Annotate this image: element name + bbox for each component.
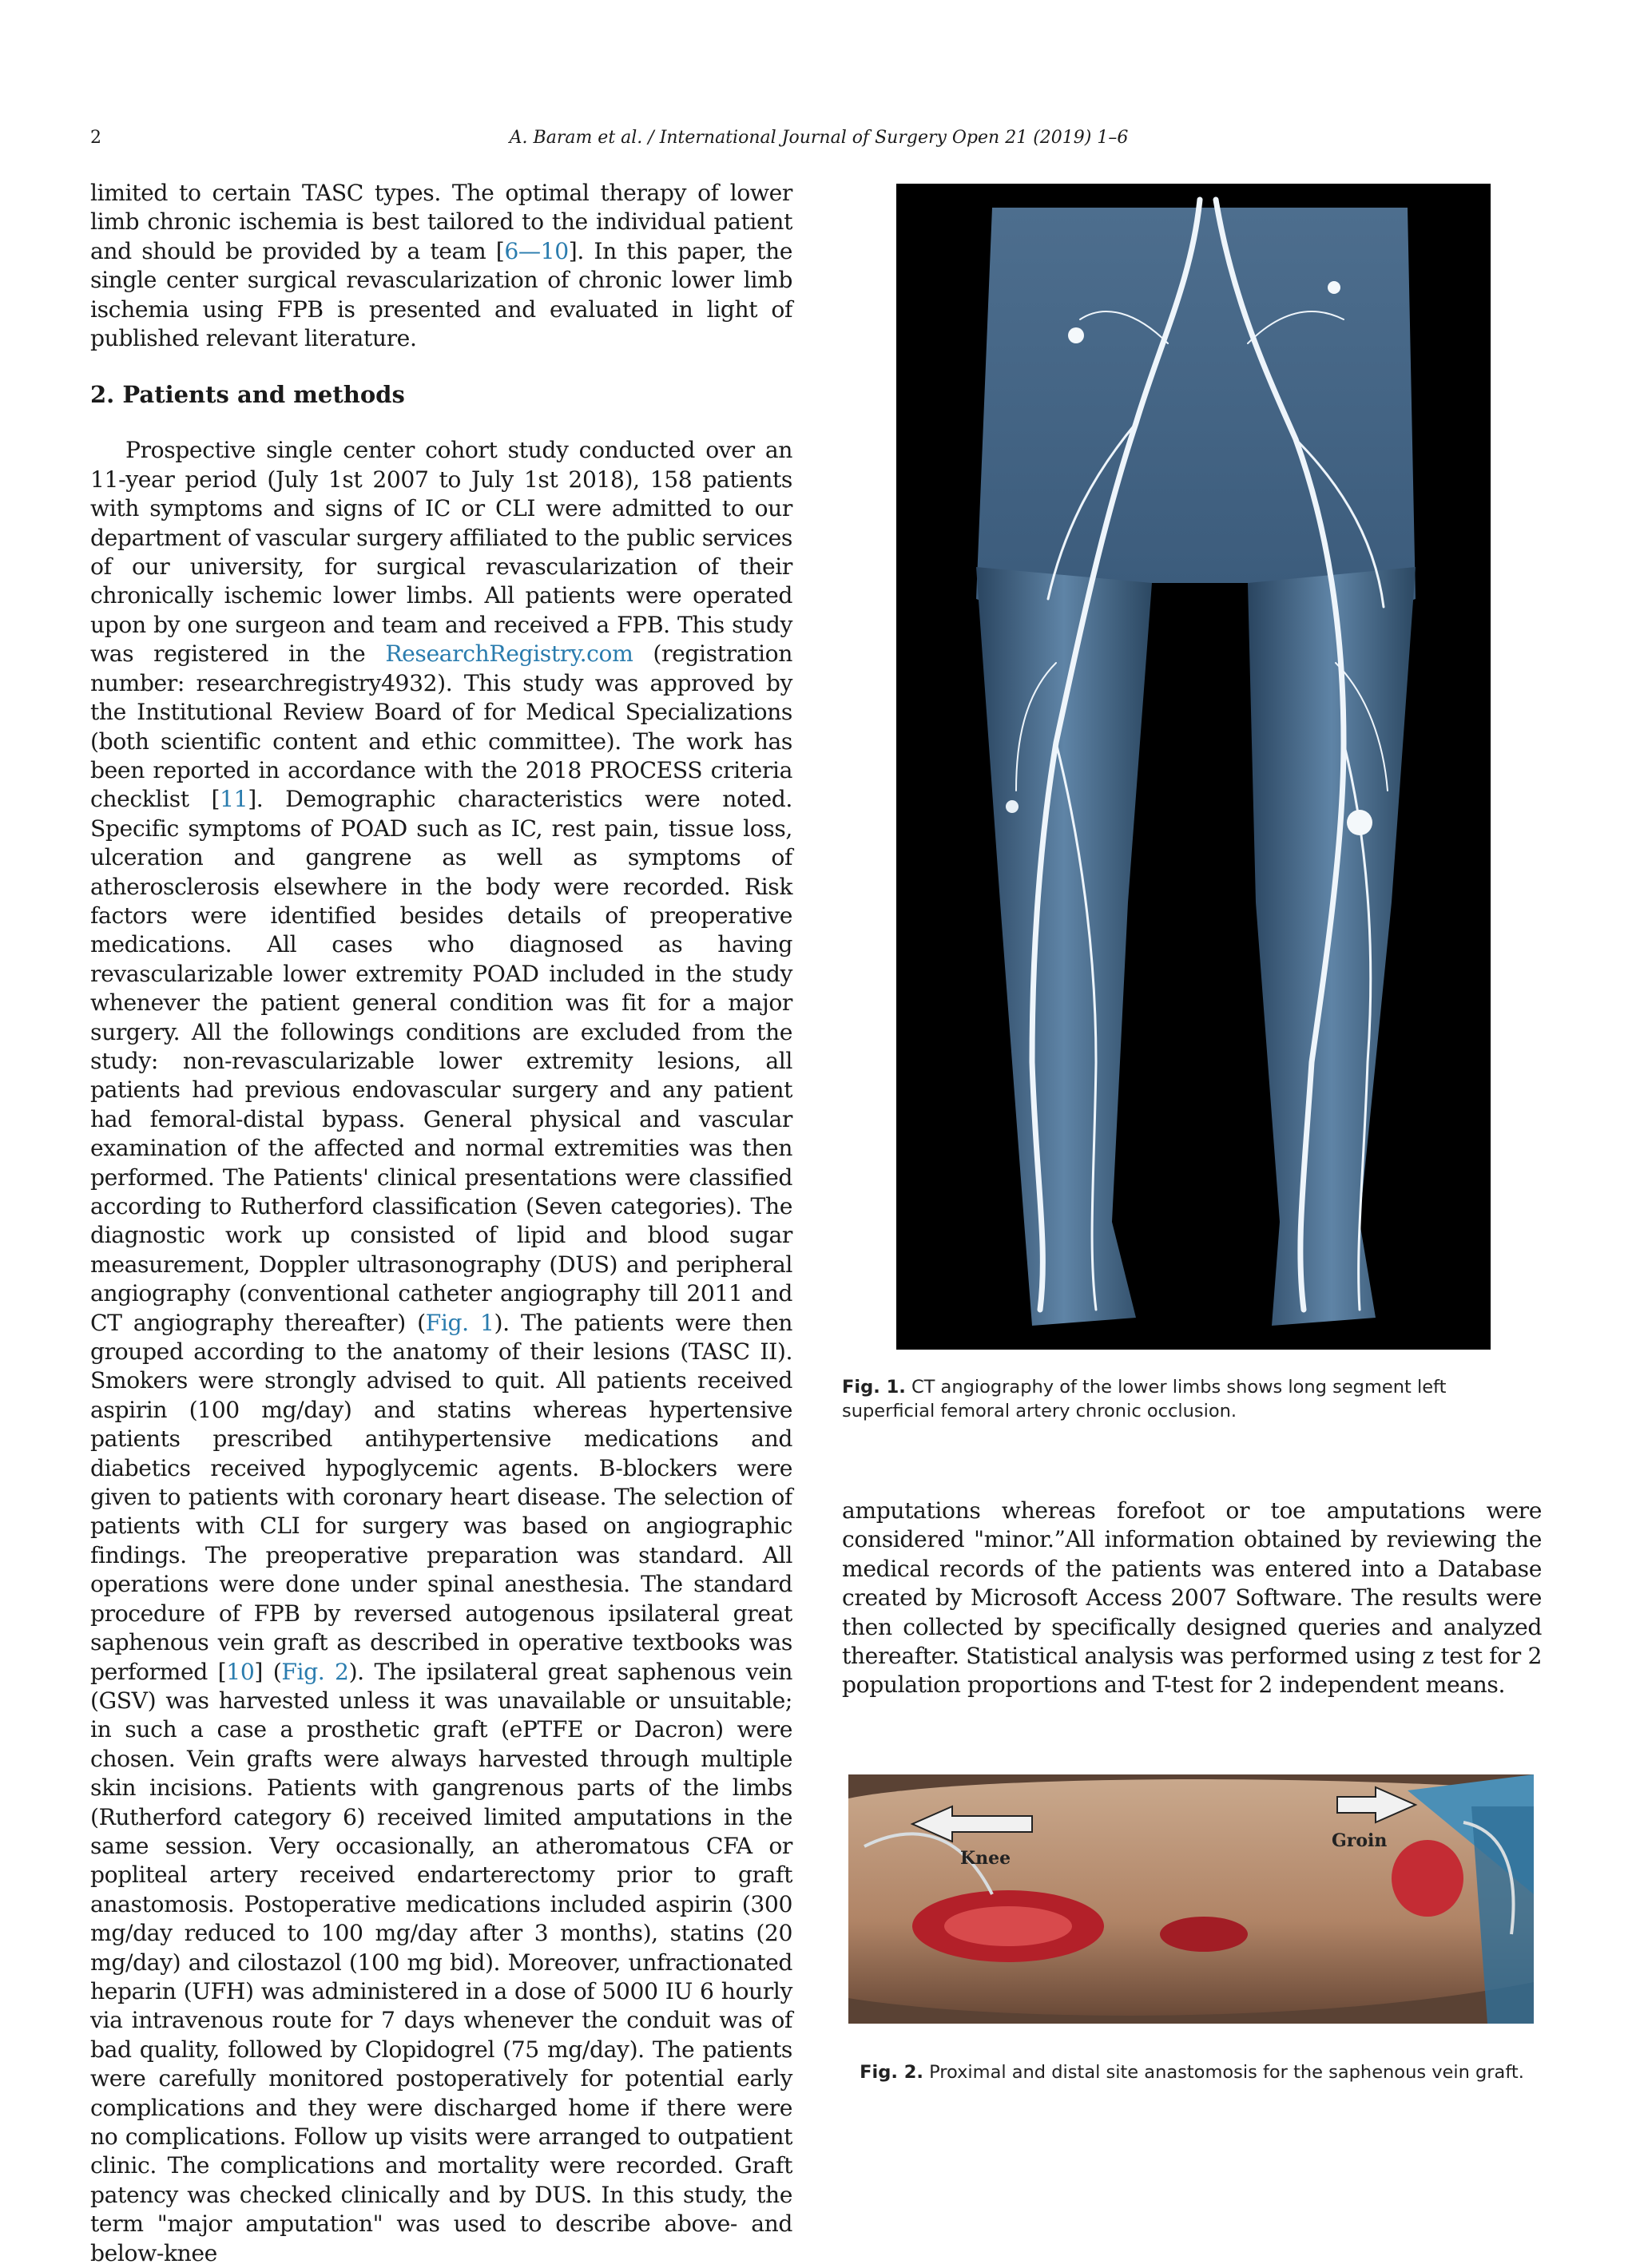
running-head: A. Baram et al. / International Journal of Surgery Open 21 (2019) 1–6 — [509, 128, 1129, 148]
text-run: (registration number: researchregistry4932). This study was approved by the Institutional Review Board of for Medical Specializations (both scientific content and ethic committee). The work has been reported in accordance with the 2018 PROCESS criteria checklist [ — [90, 640, 792, 813]
knee-label: Knee — [960, 1848, 1011, 1869]
figure-1-caption-text: CT angiography of the lower limbs shows long segment left superficial femoral artery chronic occlusion. — [842, 1377, 1447, 1421]
text-run: Prospective single center cohort study conducted over an 11-year period (July 1st 2007 to July 1st 2018), 158 patients with symptoms and signs of IC or CLI were admitted to our department of vascular surgery affiliated to the public services of our university, for surgical revascularization of their chronically ischemic lower limbs. All patients were operated upon by one surgeon and team and received a FPB. This study was registered in the — [90, 437, 792, 668]
reference-link[interactable]: 11 — [220, 786, 248, 813]
ct-angiography-image — [896, 184, 1491, 1350]
reference-link[interactable]: 10 — [226, 1658, 255, 1685]
intro-paragraph — [90, 179, 792, 353]
page-number: 2 — [90, 128, 101, 148]
right-column — [842, 1497, 1542, 1700]
figure-1-ct-angiography — [896, 184, 1491, 1350]
page-header — [90, 128, 1547, 157]
figure-2-caption-text: Proximal and distal site anastomosis for the saphenous vein graft. — [929, 2062, 1524, 2083]
text-run: ]. In this paper, the single center surgical revascularization of chronic lower limb ischemia using FPB is presented and evaluated in light of published relevant literature. — [90, 237, 792, 352]
text-run: ]. Demographic characteristics were noted. Specific symptoms of POAD such as IC, rest pain, tissue loss, ulceration and gangrene as well as symptoms of atherosclerosis elsewhere in the body were recorded. Risk factors were identified besides details of preoperative medications. All cases who diagnosed as having revascularizable lower extremity POAD included in the study whenever the patient general condition was fit for a major surgery. All the followings conditions are excluded from the study: non-revascularizable lower extremity lesions, all patients had previous endovascular surgery and any patient had femoral-distal bypass. General physical and vascular examination of the affected and normal extremities was then performed. The Patients' clinical presentations were classified according to Rutherford classification (Seven categories). The diagnostic work up consisted of lipid and blood sugar measurement, Doppler ultrasonography (DUS) and peripheral angiography (conventional catheter angiography till 2011 and CT angiography thereafter) ( — [90, 786, 792, 1336]
text-run: ). The ipsilateral great saphenous vein (GSV) was harvested unless it was unavailable or unsuitable; in such a case a prosthetic graft (ePTFE or Dacron) were chosen. Vein grafts were always harvested through multiple skin incisions. Patients with gangrenous parts of the limbs (Rutherford category 6) received limited amputations in the same session. Very occasionally, an atheromatous CFA or popliteal artery received endarterectomy prior to graft anastomosis. Postoperative medications included aspirin (300 mg/day reduced to 100 mg/day after 3 months), statins (20 mg/day) and cilostazol (100 mg bid). Moreover, unfractionated heparin (UFH) was administered in a dose of 5000 IU 6 hourly via intravenous route for 7 days whenever the conduit was of bad quality, followed by Clopidogrel (75 mg/day). The patients were carefully monitored postoperatively for potential early complications and they were discharged home if there were no complications. Follow up visits were arranged to outpatient clinic. The complications and mortality were recorded. Graft patency was checked clinically and by DUS. In this study, the term "major amputation" was used to describe above- and below-knee — [90, 1658, 792, 2266]
text-run: limited to certain TASC types. The optimal therapy of lower limb chronic ischemia is best tailored to the individual patient and should be provided by a team [ — [90, 180, 792, 264]
section-title: 2. Patients and methods — [90, 381, 405, 409]
continuation-paragraph: amputations whereas forefoot or toe amputations were considered "minor.”All information obtained by reviewing the medical records of the patients was entered into a Database created by Microsoft Access 2007 Software. The results were then collected by specifically designed queries and analyzed thereafter. Statistical analysis was performed using z test for 2 population proportions and T-test for 2 independent means. — [842, 1497, 1542, 1699]
figure-1-caption-label: Fig. 1. — [842, 1377, 906, 1398]
figure-2-caption — [842, 2060, 1542, 2084]
text-run: ). The patients were then grouped according to the anatomy of their lesions (TASC II). Smokers were strongly advised to quit. All patients received aspirin (100 mg/day) and statins whereas hypertensive patients prescribed antihypertensive medications and diabetics received hypoglycemic agents. B-blockers were given to patients with coronary heart disease. The selection of patients with CLI for surgery was based on angiographic findings. The preoperative preparation was standard. All operations were done under spinal anesthesia. The standard procedure of FPB by reversed autogenous ipsilateral great saphenous vein graft as described in operative textbooks was performed [ — [90, 1309, 792, 1685]
reference-link[interactable]: Fig. 1 — [425, 1309, 494, 1336]
left-column — [90, 179, 792, 2268]
reference-link[interactable]: 6—10 — [504, 237, 569, 264]
figure-1-caption — [842, 1375, 1542, 1423]
groin-label: Groin — [1332, 1830, 1388, 1851]
reference-link[interactable]: Fig. 2 — [281, 1658, 349, 1685]
methods-paragraph — [90, 436, 792, 2268]
text-run: ] ( — [254, 1658, 282, 1685]
reference-link[interactable]: ResearchRegistry.com — [385, 640, 633, 668]
figure-2-surgical-photo — [848, 1774, 1534, 2024]
figure-2-caption-label: Fig. 2. — [860, 2062, 923, 2083]
